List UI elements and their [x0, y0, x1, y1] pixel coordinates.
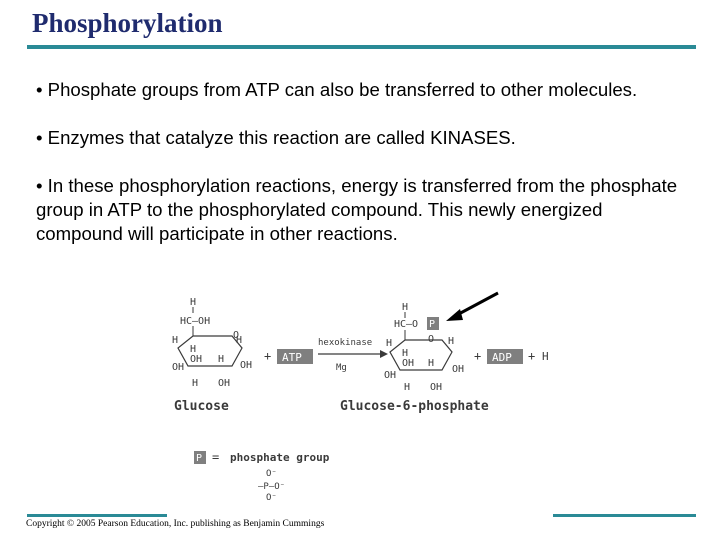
atom-label: HC—O: [394, 319, 419, 330]
cofactor-label: Mg: [336, 363, 347, 373]
atom-label: H: [192, 378, 199, 389]
reaction-arrowhead: [380, 350, 388, 358]
slide-title: Phosphorylation: [32, 8, 223, 38]
atom-label: H: [402, 302, 409, 313]
atom-label: H: [190, 344, 197, 355]
atom-label: H: [172, 335, 179, 346]
atom-label: OH: [190, 354, 203, 365]
atom-label: H: [402, 348, 409, 359]
title-divider: [27, 45, 696, 49]
atom-label: H: [190, 297, 197, 308]
atom-label: OH: [218, 378, 231, 389]
emphasis-arrow: [455, 293, 498, 316]
atom-label: OH: [172, 362, 185, 373]
plus-sign: +: [264, 349, 272, 363]
enzyme-label: hexokinase: [318, 338, 373, 348]
emphasis-arrowhead: [446, 309, 463, 321]
plus-sign: +: [528, 349, 536, 363]
atom-label: OH: [240, 360, 253, 371]
atom-label: OH: [430, 382, 443, 393]
atom-label: —P—O⁻: [258, 482, 286, 492]
glucose-label: Glucose: [174, 399, 229, 414]
atom-label: H: [428, 358, 435, 369]
adp-label: ADP: [492, 351, 512, 364]
plus-sign: +: [474, 349, 482, 363]
phosphate-symbol: P: [429, 319, 436, 330]
glucose-6-phosphate-molecule: [384, 302, 464, 393]
atp-label: ATP: [282, 351, 302, 364]
atom-label: O: [428, 334, 435, 345]
footer-divider-right: [553, 514, 696, 517]
bullet-2: • Enzymes that catalyze this reaction are called KINASES.: [36, 127, 516, 148]
atom-label: H: [404, 382, 411, 393]
footer-divider-left: [27, 514, 167, 517]
legend-label: phosphate group: [230, 451, 330, 464]
phosphorylation-diagram: [160, 288, 560, 503]
atom-label: H: [218, 354, 225, 365]
atom-label: OH: [402, 358, 415, 369]
bullet-1: • Phosphate groups from ATP can also be transferred to other molecules.: [36, 79, 638, 100]
atom-label: H: [236, 335, 243, 346]
atom-label: HC—OH: [180, 316, 211, 327]
atom-label: O⁻: [266, 493, 277, 503]
bullet-list: [36, 78, 686, 270]
atom-label: H: [386, 338, 393, 349]
glucose-molecule: [172, 297, 252, 389]
atom-label: O⁻: [266, 469, 277, 479]
copyright-text: Copyright © 2005 Pearson Education, Inc. publishing as Benjamin Cummings: [26, 519, 325, 529]
bullet-3: • In these phosphorylation reactions, energy is transferred from the phosphate group in ATP to the phosphorylated compound. This newly energized compound will participate in other reactions.: [36, 175, 678, 244]
legend-phosphate-symbol: P: [196, 453, 203, 464]
atom-label: OH: [384, 370, 397, 381]
glucose-6-phosphate-label: Glucose-6-phosphate: [340, 399, 489, 414]
hydrogen-ion: H: [542, 350, 549, 363]
atom-label: O: [233, 330, 240, 341]
atom-label: H: [448, 336, 455, 347]
legend-equals: =: [212, 450, 220, 464]
atom-label: OH: [452, 364, 465, 375]
